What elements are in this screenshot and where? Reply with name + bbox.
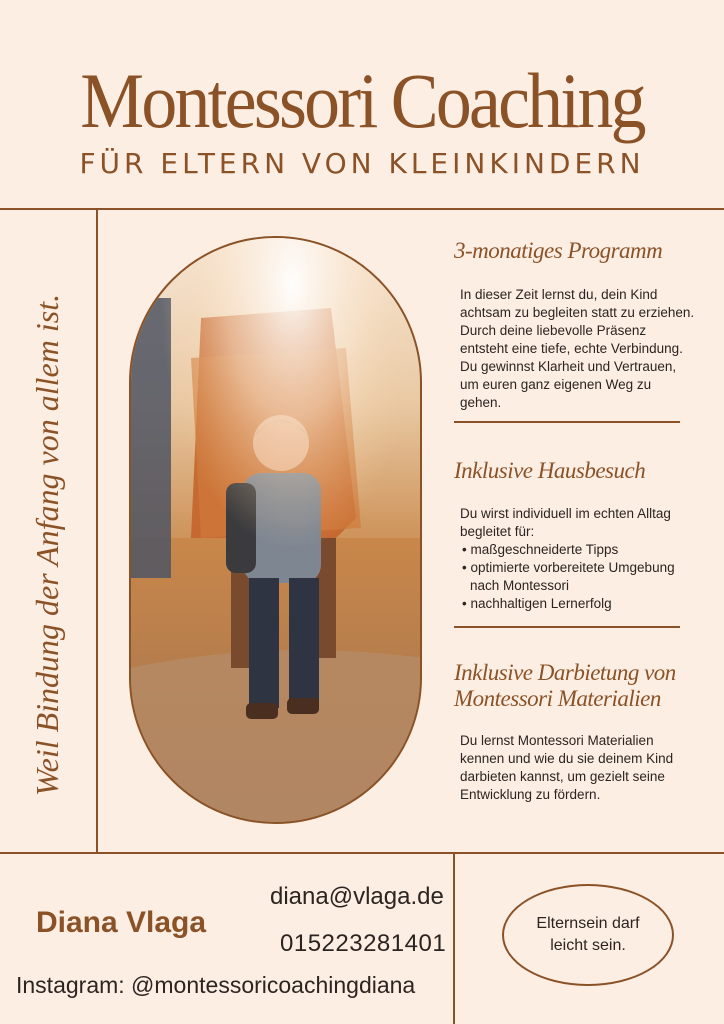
divider-top xyxy=(0,208,724,210)
divider-bottom xyxy=(0,852,724,854)
section-homevisit-title: Inklusive Hausbesuch xyxy=(454,458,646,483)
page-title: Montessori Coaching xyxy=(80,57,644,144)
slogan-text: Elternsein darf leicht sein. xyxy=(536,915,640,954)
section-materials-title-line1: Inklusive Darbietung von xyxy=(454,660,676,685)
coach-name: Diana Vlaga xyxy=(36,906,207,939)
section-program-body: In dieser Zeit lernst du, dein Kind achtsam zu begleiten statt zu erziehen. Durch deine liebevolle Präsenz entsteht eine tiefe, echte Verbindung. Du gewinnst Klarheit und Vertrauen, um euren ganz eigenen Weg zu gehen. xyxy=(460,287,695,410)
list-item: • optimierte vorbereitete Umgebung nach Montessori xyxy=(460,559,696,595)
email-link[interactable]: diana@vlaga.de xyxy=(270,883,444,910)
section-homevisit-intro: Du wirst individuell im echten Alltag begleitet für: xyxy=(460,506,671,539)
section-materials-body: Du lernst Montessori Materialien kennen und wie du sie deinem Kind darbieten kannst, um gezielt seine Entwicklung zu fördern. xyxy=(460,733,674,802)
list-item: • maßgeschneiderte Tipps xyxy=(460,541,696,559)
family-photo xyxy=(129,236,422,824)
divider-left-column xyxy=(96,208,98,853)
instagram-handle[interactable]: Instagram: @montessoricoachingdiana xyxy=(16,972,416,998)
page-subtitle: FÜR ELTERN VON KLEINKINDERN xyxy=(79,147,645,180)
divider-footer xyxy=(453,852,455,1024)
section-materials-title xyxy=(454,660,676,713)
section-program-title: 3-monatiges Programm xyxy=(454,238,663,263)
section-homevisit-body xyxy=(460,505,696,613)
separator-2 xyxy=(454,626,680,628)
slogan-badge xyxy=(502,884,674,986)
vertical-tagline: Weil Bindung der Anfang von allem ist. xyxy=(29,293,65,797)
separator-1 xyxy=(454,421,680,423)
section-homevisit-list xyxy=(460,541,696,613)
phone-number[interactable]: 015223281401 xyxy=(280,930,447,957)
list-item: • nachhaltigen Lernerfolg xyxy=(460,595,696,613)
section-materials-title-line2: Montessori Materialien xyxy=(454,686,661,712)
